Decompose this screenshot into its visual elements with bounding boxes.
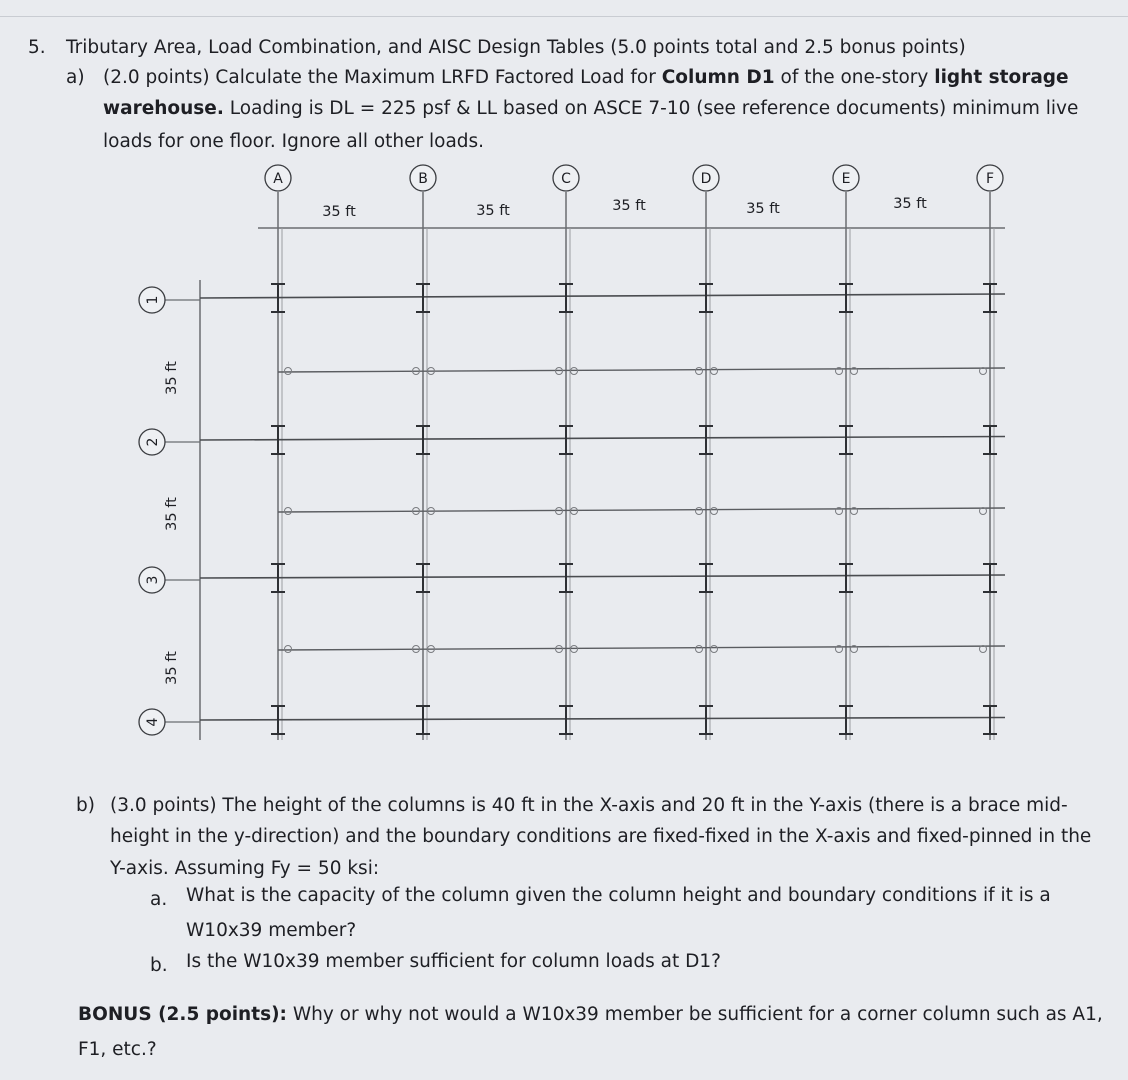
part-b-sub-a-label: a. bbox=[150, 889, 168, 910]
x-spacing-label: 35 ft bbox=[746, 201, 780, 217]
grid-label-col-c: C bbox=[561, 171, 571, 187]
bonus-line1 bbox=[78, 1003, 1103, 1027]
grid-label-row-1: 1 bbox=[145, 295, 161, 305]
part-b-sub-b-label: b. bbox=[150, 955, 168, 976]
grid-label-row-4: 4 bbox=[145, 717, 161, 727]
part-b-sub-b-line1: Is the W10x39 member sufficient for column loads at D1? bbox=[186, 951, 721, 972]
x-spacing-label: 35 ft bbox=[476, 203, 510, 219]
grid-label-row-3: 3 bbox=[145, 575, 161, 585]
part-a-column-ref: Column D1 bbox=[661, 67, 775, 88]
part-b-sub-a-line2: W10x39 member? bbox=[186, 920, 357, 941]
grid-label-col-d: D bbox=[700, 171, 712, 187]
bonus-line2: F1, etc.? bbox=[78, 1039, 157, 1060]
part-b-label: b) bbox=[76, 795, 95, 816]
grid-label-col-b: B bbox=[418, 171, 428, 187]
x-spacing-label: 35 ft bbox=[612, 198, 646, 214]
part-a-line1-mid: of the one-story bbox=[774, 67, 935, 88]
x-spacing-label: 35 ft bbox=[322, 204, 356, 220]
part-a-occupancy-cont: warehouse. bbox=[103, 98, 224, 119]
y-spacing-label: 35 ft bbox=[164, 361, 180, 395]
part-a-occupancy: light storage bbox=[934, 67, 1069, 88]
y-spacing-label: 35 ft bbox=[164, 497, 180, 531]
grid-label-col-f: F bbox=[985, 171, 995, 187]
part-a-line1-text: (2.0 points) Calculate the Maximum LRFD Factored Load for bbox=[103, 67, 662, 88]
part-b-line3: Y-axis. Assuming Fy = 50 ksi: bbox=[110, 858, 380, 879]
grid-label-col-e: E bbox=[841, 171, 851, 187]
part-b-line2: height in the y-direction) and the boundary conditions are fixed-fixed in the X-axis and fixed-pinned in the bbox=[110, 826, 1092, 847]
problem-title: Tributary Area, Load Combination, and AISC Design Tables (5.0 points total and 2.5 bonus points) bbox=[66, 37, 966, 58]
bonus-text: Why or why not would a W10x39 member be sufficient for a corner column such as A1, bbox=[286, 1004, 1103, 1025]
bonus-label: BONUS (2.5 points): bbox=[78, 1004, 287, 1025]
y-spacing-label: 35 ft bbox=[164, 651, 180, 685]
problem-number: 5. bbox=[28, 37, 46, 58]
part-b-line1: (3.0 points) The height of the columns is 40 ft in the X-axis and 20 ft in the Y-axis (there is a brace mid- bbox=[110, 795, 1068, 816]
grid-label-col-a: A bbox=[273, 171, 283, 187]
part-a-line3: loads for one floor. Ignore all other loads. bbox=[103, 131, 485, 152]
part-a-label: a) bbox=[66, 67, 85, 88]
part-b-sub-a-line1: What is the capacity of the column given the column height and boundary conditions if it is a bbox=[186, 885, 1051, 906]
x-spacing-label: 35 ft bbox=[893, 196, 927, 212]
grid-label-row-2: 2 bbox=[145, 437, 161, 447]
part-a-line2-text: Loading is DL = 225 psf & LL based on ASCE 7-10 (see reference documents) minimum live bbox=[223, 98, 1079, 119]
